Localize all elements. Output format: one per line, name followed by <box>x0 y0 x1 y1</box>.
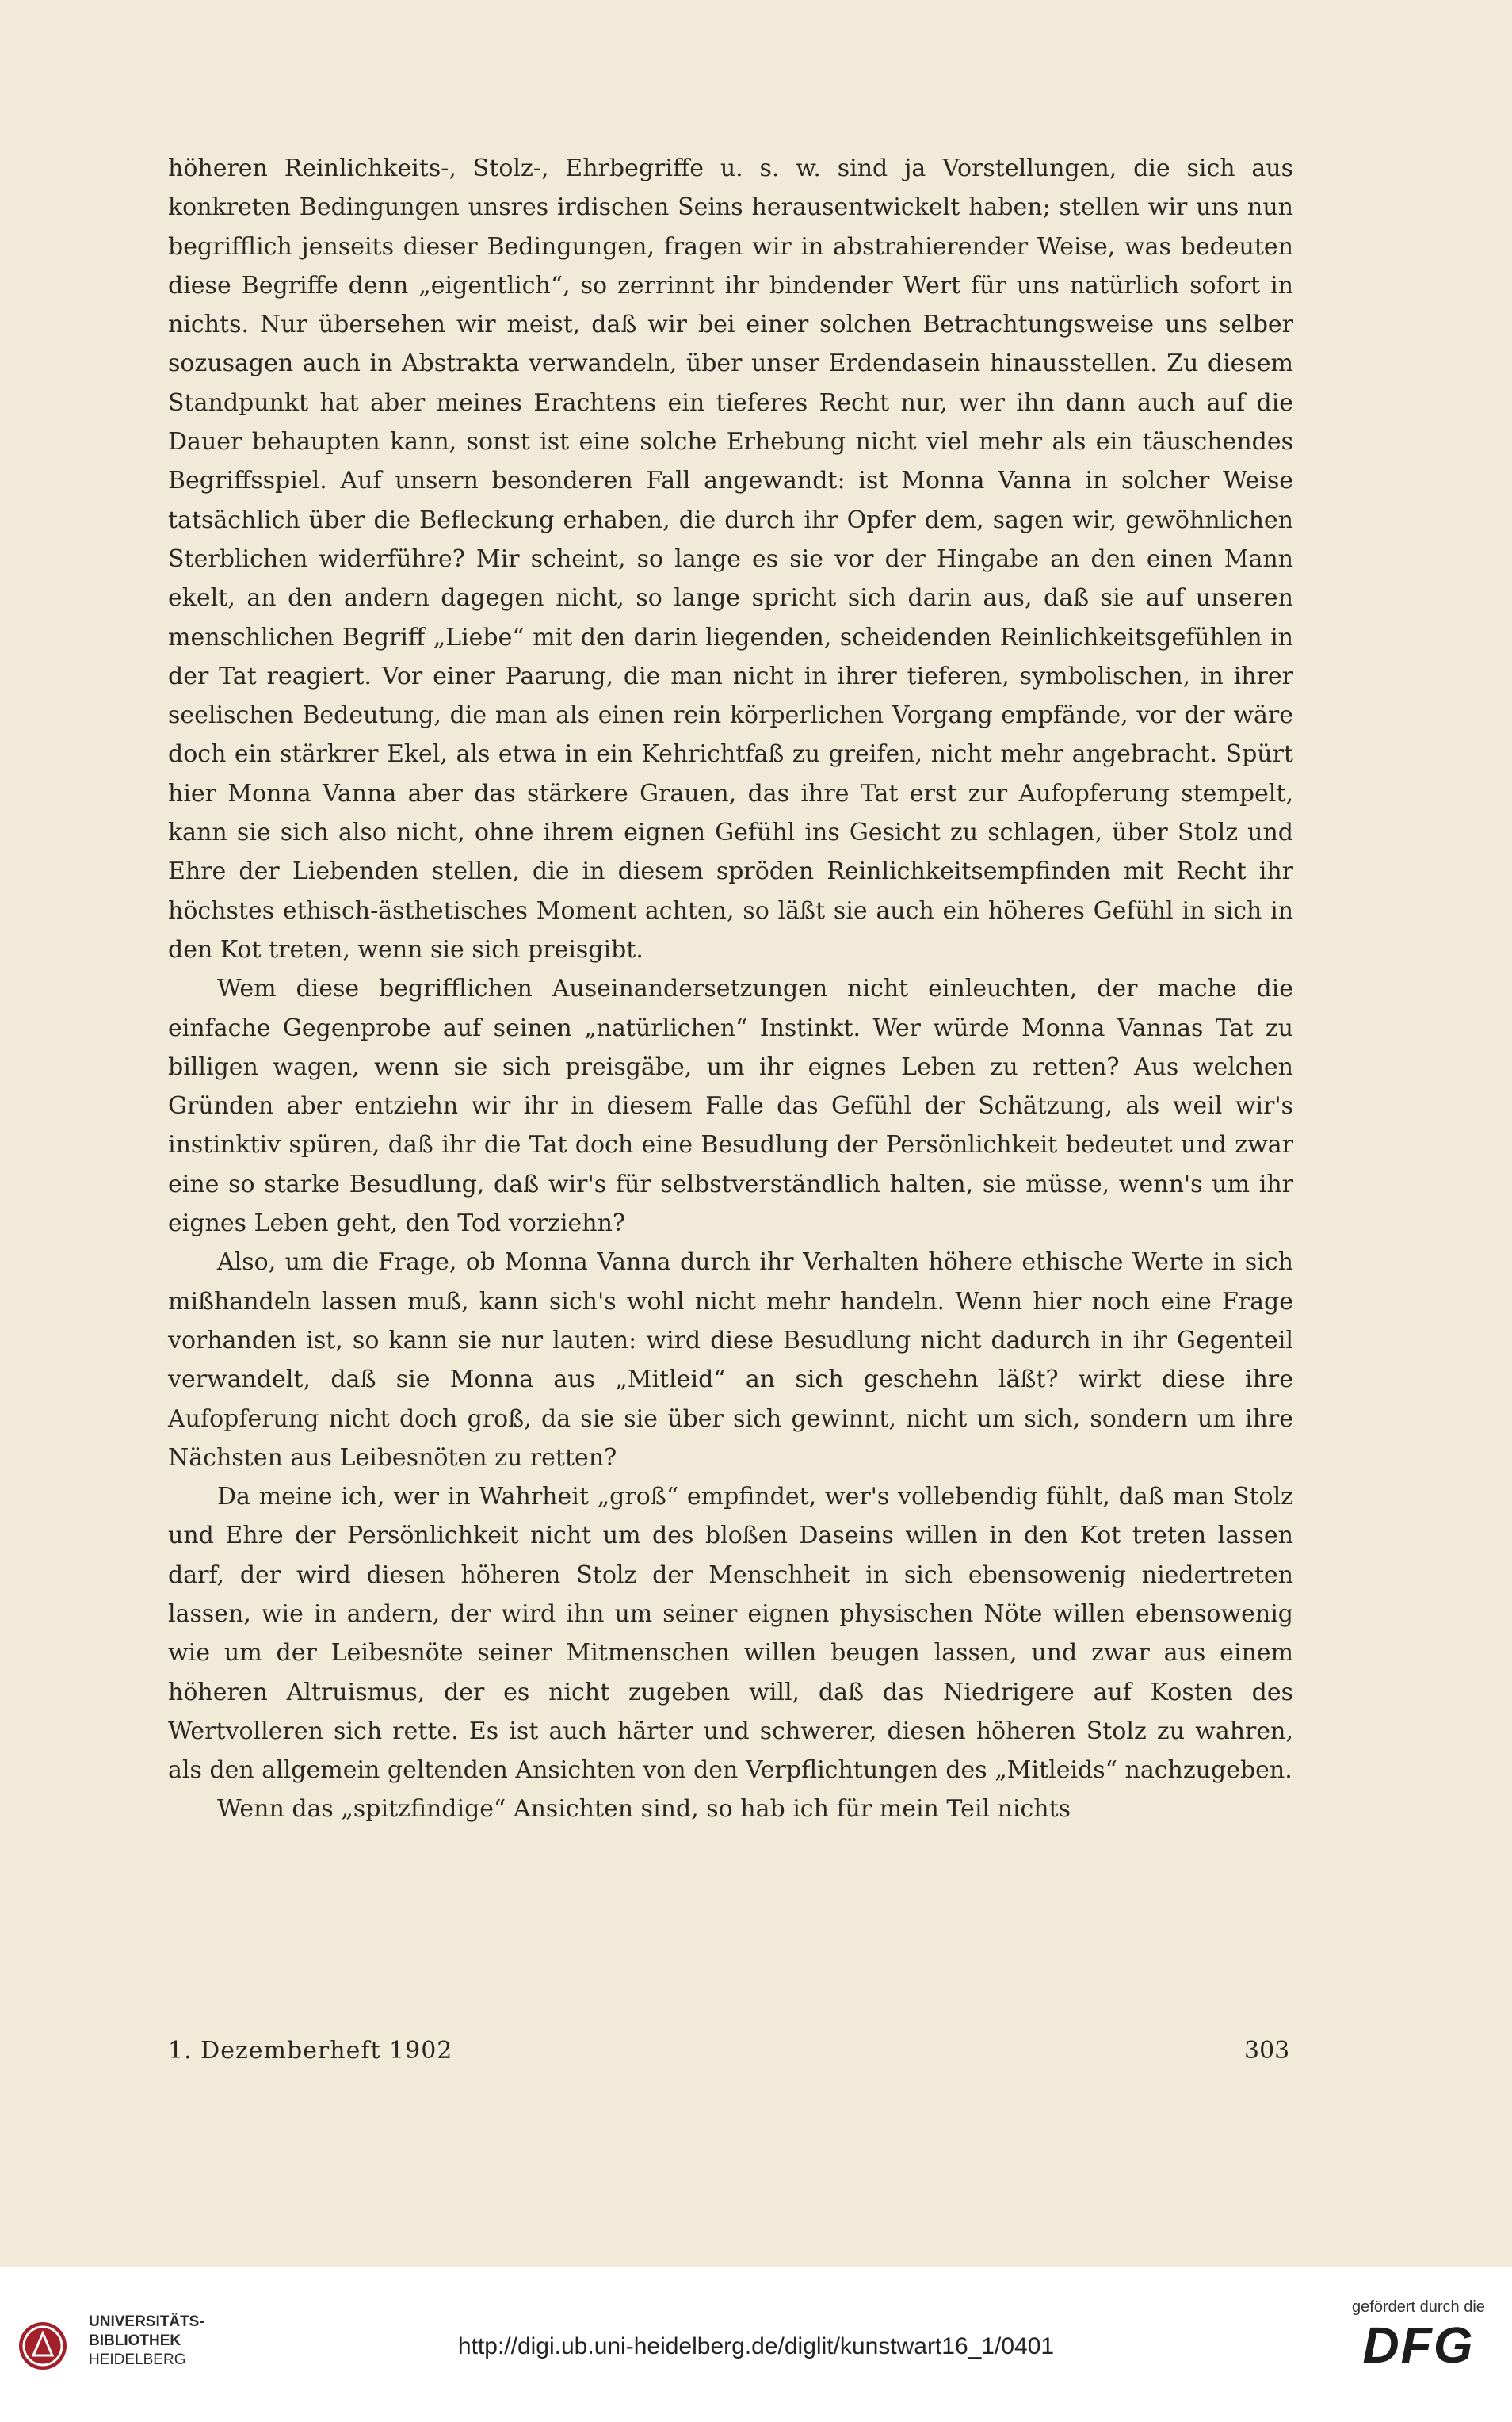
dfg-logo: DFG <box>1362 2317 1475 2374</box>
paragraph-1: höheren Reinlichkeits-, Stolz-, Ehrbegriffe u. s. w. sind ja Vorstellungen, die sich aus konkreten Bedingungen unsres irdischen Seins herausentwickelt haben; stellen wir uns nun begrifflich jenseits dieser Bedingungen, fragen wir in abstrahierender Weise, was bedeuten diese Begriffe denn „eigentlich“, so zerrinnt ihr bindender Wert für uns natürlich sofort in nichts. Nur übersehen wir meist, daß wir bei einer solchen Betrachtungsweise uns selber sozusagen auch in Abstrakta verwandeln, über unser Erdendasein hinausstellen. Zu diesem Standpunkt hat aber meines Erachtens ein tieferes Recht nur, wer ihn dann auch auf die Dauer behaupten kann, sonst ist eine solche Erhebung nicht viel mehr als ein täuschendes Begriffsspiel. Auf unsern besonderen Fall angewandt: ist Monna Vanna in solcher Weise tatsächlich über die Befleckung erhaben, die durch ihr Opfer dem, sagen wir, gewöhnlichen Sterblichen widerführe? Mir scheint, so lange es sie vor der Hingabe an den einen Mann ekelt, an den andern dagegen nicht, so lange spricht sich darin aus, daß sie auf unseren menschlichen Begriff „Liebe“ mit den darin liegenden, scheidenden Reinlichkeitsgefühlen in der Tat reagiert. Vor einer Paarung, die man nicht in ihrer tieferen, symbolischen, in ihrer seelischen Bedeutung, die man als einen rein körperlichen Vorgang empfände, vor der wäre doch ein stärkrer Ekel, als etwa in ein Kehrichtfaß zu greifen, nicht mehr angebracht. Spürt hier Monna Vanna aber das stärkere Grauen, das ihre Tat erst zur Aufopferung stempelt, kann sie sich also nicht, ohne ihrem eignen Gefühl ins Gesicht zu schlagen, über Stolz und Ehre der Liebenden stellen, die in diesem spröden Reinlichkeitsempfinden mit Recht ihr höchstes ethisch-ästhetisches Moment achten, so läßt sie auch ein höheres Gefühl in sich in den Kot treten, wenn sie sich preisgibt. <box>168 155 1293 964</box>
permalink-url[interactable]: http://digi.ub.uni-heidelberg.de/diglit/kunstwart16_1/0401 <box>457 2333 1055 2359</box>
funder-block[interactable] <box>1339 2298 1498 2374</box>
funding-note: gefördert durch die <box>1352 2298 1485 2316</box>
library-name-line2: BIBLIOTHEK <box>89 2332 181 2349</box>
paragraph-3: Also, um die Frage, ob Monna Vanna durch ihr Verhalten höhere ethische Werte in sich mißhandeln lassen muß, kann sich's wohl nicht mehr handeln. Wenn hier noch eine Frage vorhanden ist, so kann sie nur lauten: wird diese Besudlung nicht dadurch in ihr Gegenteil verwandelt, daß sie Monna aus „Mitleid“ an sich geschehn läßt? wirkt diese ihre Aufopferung nicht doch groß, da sie sie über sich gewinnt, nicht um sich, sondern um ihre Nächsten aus Leibesnöten zu retten? <box>168 1248 1293 1472</box>
paragraph-5: Wenn das „spitzfindige“ Ansichten sind, so hab ich für mein Teil nichts <box>217 1795 1071 1824</box>
paragraph-4: Da meine ich, wer in Wahrheit „groß“ empfindet, wer's vollebendig fühlt, daß man Stolz und Ehre der Persönlichkeit nicht um des bloßen Daseins willen in den Kot treten lassen darf, der wird diesen höheren Stolz der Menschheit in sich ebensowenig niedertreten lassen, wie in andern, der wird ihn um seiner eignen physischen Nöte willen ebensowenig wie um der Leibesnöte seiner Mitmenschen willen beugen lassen, und zwar aus einem höheren Altruismus, der es nicht zugeben will, daß das Niedrigere auf Kosten des Wertvolleren sich rette. Es ist auch härter und schwerer, diesen höheren Stolz zu wahren, als den allgemein geltenden Ansichten von den Verpflichtungen des „Mitleids“ nachzugeben. <box>168 1483 1293 1785</box>
library-name-line3: HEIDELBERG <box>89 2351 186 2368</box>
library-name-line1: UNIVERSITÄTS- <box>89 2313 204 2330</box>
body-text <box>168 149 1293 1829</box>
issue-label: 1. Dezemberheft 1902 <box>168 2037 453 2065</box>
paragraph-2: Wem diese begrifflichen Auseinandersetzungen nicht einleuchten, der mache die einfache Gegenprobe auf seinen „natürlichen“ Instinkt. Wer würde Monna Vannas Tat zu billigen wagen, wenn sie sich preisgäbe, um ihr eignes Leben zu retten? Aus welchen Gründen aber entziehn wir ihr in diesem Falle das Gefühl der Schätzung, als weil wir's instinktiv spüren, daß ihr die Tat doch eine Besudlung der Persönlichkeit bedeutet und zwar eine so starke Besudlung, daß wir's für selbstverständlich halten, sie müsse, wenn's um ihr eignes Leben geht, den Tod vorziehn? <box>168 975 1293 1238</box>
page-number: 303 <box>1244 2037 1290 2065</box>
viewer-footer <box>0 2267 1512 2422</box>
